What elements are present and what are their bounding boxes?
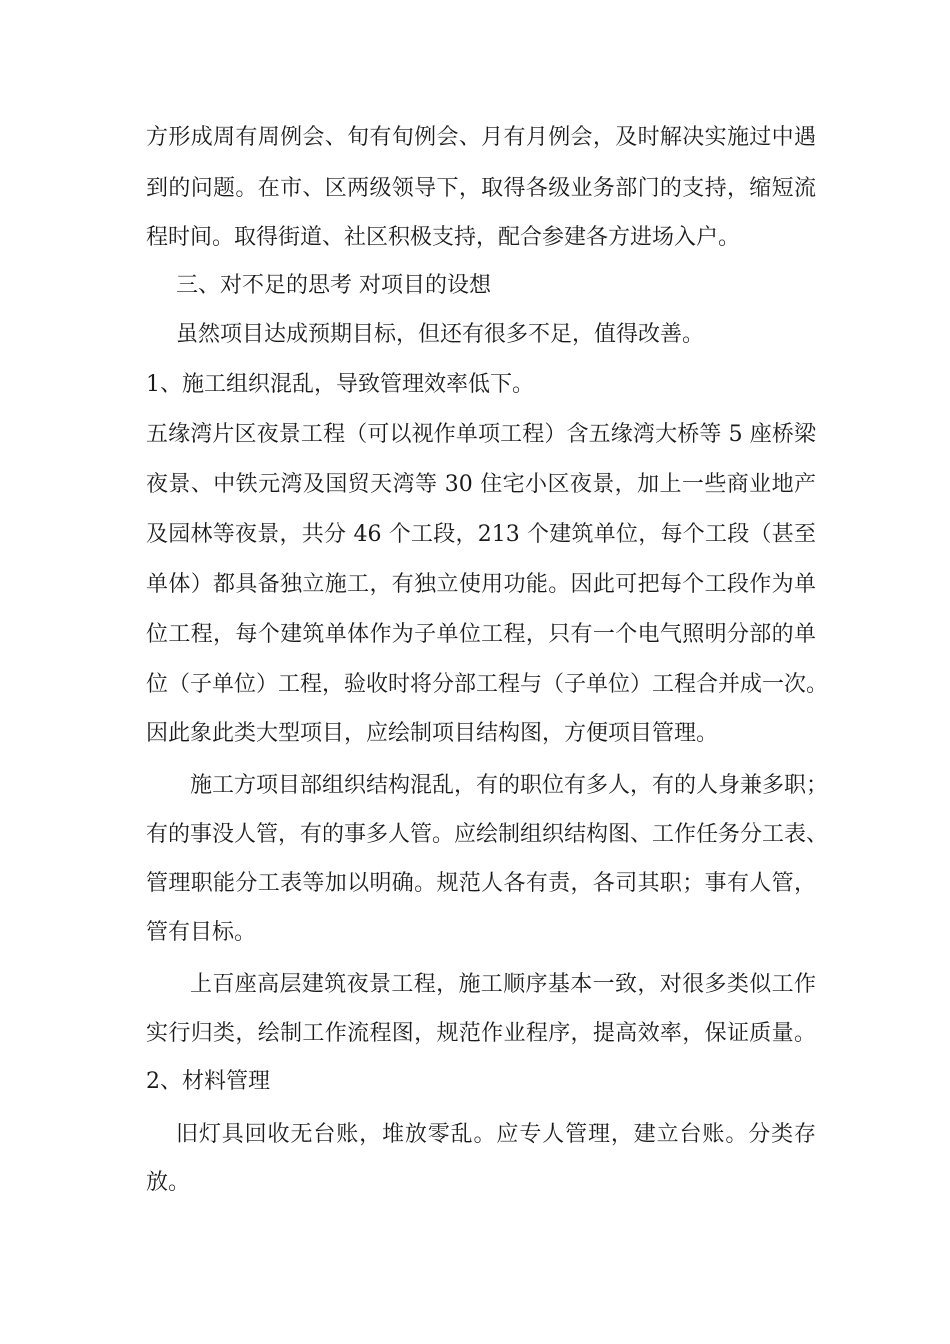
paragraph-line: 方形成周有周例会、旬有旬例会、月有月例会，及时解决实施过中遇 <box>146 125 816 150</box>
paragraph-line: 有的事没人管，有的事多人管。应绘制组织结构图、工作任务分工表、 <box>146 822 829 847</box>
paragraph-line: 位（子单位）工程，验收时将分部工程与（子单位）工程合并成一次。 <box>146 672 829 697</box>
paragraph-line: 因此象此类大型项目，应绘制项目结构图，方便项目管理。 <box>146 721 719 746</box>
paragraph-line: 施工方项目部组织结构混乱，有的职位有多人，有的人身兼多职； <box>190 773 829 798</box>
paragraph-line: 夜景、中铁元湾及国贸天湾等 30 住宅小区夜景，加上一些商业地产 <box>146 472 816 497</box>
paragraph-line: 实行归类，绘制工作流程图，规范作业程序，提高效率，保证质量。 <box>146 1021 816 1046</box>
paragraph-line: 五缘湾片区夜景工程（可以视作单项工程）含五缘湾大桥等 5 座桥梁 <box>146 422 816 447</box>
list-item-heading: 1、施工组织混乱，导致管理效率低下。 <box>146 372 534 397</box>
paragraph-line: 程时间。取得街道、社区积极支持，配合参建各方进场入户。 <box>146 225 741 250</box>
paragraph-line: 放。 <box>146 1170 191 1195</box>
paragraph-line: 及园林等夜景，共分 46 个工段，213 个建筑单位，每个工段（甚至 <box>146 522 816 547</box>
list-item-heading: 2、材料管理 <box>146 1069 270 1094</box>
paragraph-line: 到的问题。在市、区两级领导下，取得各级业务部门的支持，缩短流 <box>146 176 816 201</box>
paragraph-line: 管理职能分工表等加以明确。规范人各有责，各司其职；事有人管， <box>146 871 816 896</box>
paragraph-line: 管有目标。 <box>146 920 257 945</box>
section-heading: 三、对不足的思考 对项目的设想 <box>176 273 491 298</box>
paragraph-line: 旧灯具回收无台账，堆放零乱。应专人管理，建立台账。分类存 <box>176 1122 816 1147</box>
paragraph-line: 上百座高层建筑夜景工程，施工顺序基本一致，对很多类似工作 <box>190 972 816 997</box>
paragraph-line: 位工程，每个建筑单体作为子单位工程，只有一个电气照明分部的单 <box>146 622 816 647</box>
paragraph-line: 虽然项目达成预期目标，但还有很多不足，值得改善。 <box>176 322 705 347</box>
paragraph-line: 单体）都具备独立施工，有独立使用功能。因此可把每个工段作为单 <box>146 572 816 597</box>
